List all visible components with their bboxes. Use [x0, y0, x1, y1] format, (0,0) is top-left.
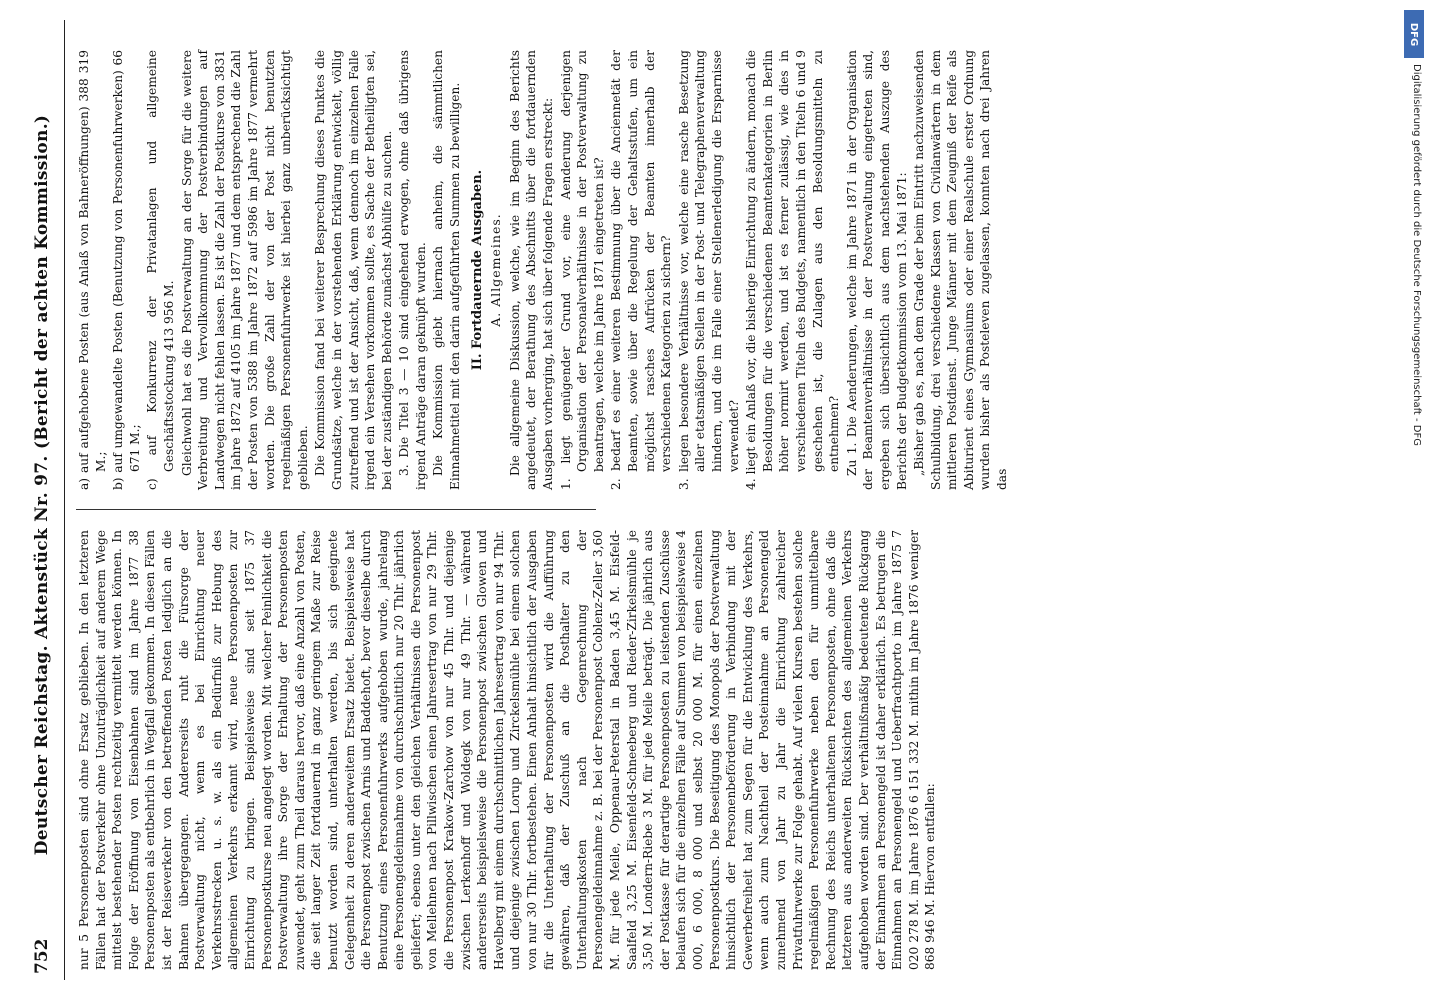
question-item: 1. liegt genügender Grund vor, eine Aenderung derjenigen Organisation der Personalverhältnisse in der Postverwaltung zu beantragen, welche im Jahre 1871 eingetreten ist? — [558, 50, 606, 490]
paragraph: nur 5 Personenposten sind ohne Ersatz geblieben. In den letzteren Fällen hat der Postverkehr ohne Unzuträglichkeit auf anderem Wege mittelst bestehender Posten rechtzeitig vermittelt werden können. In Folge der Eröffnung von Eisenbahnen sind im Jahre 1877 38 Personenposten als entbehrlich in Wegfall gekommen. In diesen Fällen ist der Reiseverkehr von den betreffenden Posten lediglich an die Bahnen übergegangen. Andererseits ruht die Fürsorge der Postverwaltung nicht, wenn es bei Einrichtung neuer Verkehrsstrecken u. s. w. als ein Bedürfniß zur Hebung des allgemeinen Verkehrs erkannt wird, neue Personenposten zur Einrichtung zu bringen. Beispielsweise sind seit 1875 37 Personenpostkurse neu angelegt worden. Mit welcher Peinlichkeit die Postverwaltung ihre Sorge der Erhaltung der Personenposten zuwendet, geht zum Theil daraus hervor, daß eine Anzahl von Posten, die seit langer Zeit fortdauernd in ganz geringem Maße zur Reise benutzt worden sind, unterhalten werden, bis sich geeignete Gelegenheit zu deren anderweitem Ersatz bietet. Beispielsweise hat die Personenpost zwischen Arnis und Baddehoft, bevor dieselbe durch Benutzung eines Personenfuhrwerks aufgehoben wurde, jahrelang eine Personengeldeinnahme von durchschnittlich nur 20 Thlr. jährlich geliefert; ebenso unter den gleichen Verhältnissen die Personenpost von Mellehnen nach Pillwischen einen Jahresertrag von nur 29 Thlr. die Personenpost Krakow-Zarchow von nur 45 Thlr. und diejenige zwischen Lerkenhoff und Woldegk von nur 49 Thlr. — während andererseits beispielsweise die Personenpost zwischen Glowen und Havelberg mit einem durchschnittlichen Jahresertrag von nur 94 Thlr. und diejenige zwischen Lorup und Zirckelsmühle bei einem solchen von nur 30 Thlr. fortbestehen. Einen Anhalt hinsichtlich der Ausgaben für die Unterhaltung der Personenposten wird die Aufführung gewähren, daß der Zuschuß an die Posthalter zu den Unterhaltungskosten nach Gegenrechnung der Personengeldeinnahme z. B. bei der Personenpost Coblenz-Zeller 3,60 M. für jede Meile, Oppenau-Peterstal in Baden 3,45 M. Eisfeld-Saalfeld 3,25 M. Eisenfeld-Schneeberg und Rieder-Zirkelsmühle je 3,50 M. Londern-Riebe 3 M. für jede Meile beträgt. Die jährlich aus der Postkasse für derartige Personenposten zu leistenden Zuschüsse belaufen sich für die einzelnen Fälle auf Summen von beispielsweise 4 000, 6 000, 8 000 und selbst 20 000 M. für einen einzelnen Personenpostkurs. Die Beseitigung des Monopols der Postverwaltung hinsichtlich der Personenbeförderung in Verbindung mit der Gewerbefreiheit hat zum Segen für die Entwicklung des Verkehrs, wenn auch zum Nachtheil der Posteinnahme an Personengeld zunehmend von Jahr zu Jahr die Einrichtung zahlreicher Privatfuhrwerke zur Folge gehabt. Auf vielen Kursen bestehen solche regelmäßigen Personenfuhrwerke neben den für unmittelbare Rechnung des Reichs unterhaltenen Personenposten, ohne daß die letzteren aus anderweiten Rücksichten des allgemeinen Verkehrs aufgehoben worden sind. Der verhältnißmäßig bedeutende Rückgang der Einnahmen an Personengeld ist daher erklärlich. Es betrugen die Einnahmen an Personengeld und Ueberfrachtporto im Jahre 1875 7 020 278 M. im Jahre 1876 6 151 332 M. mithin im Jahre 1876 weniger 868 946 M. Hiervon entfallen: — [77, 530, 938, 970]
paragraph: „Bisher gab es, nach dem Grade der beim Eintritt nachzuweisenden Schulbildung, drei verschiedene Klassen von Civilanwärtern in dem mittleren Postdienst. Junge Männer mit dem Zeugniß der Reife als Abiturient eines Gymnasiums oder einer Realschule erster Ordnung wurden bisher als Posteleven zugelassen, konnten nach drei Jahren das — [912, 50, 1010, 490]
list-item: b) auf umgewandelte Posten (Benutzung von Personenfuhrwerken) 66 671 M.; — [111, 50, 142, 490]
paragraph: Gleichwohl hat es die Postverwaltung an der Sorge für die weitere Verbreitung und Vervollkommnung der Postverbindungen auf Landwegen nicht fehlen lassen. Es ist die Zahl der Postkurse von 3831 im Jahre 1872 auf 4105 im Jahre 1877 und dem entsprechend die Zahl der Posten von 5388 im Jahre 1872 auf 5986 im Jahre 1877 vermehrt worden. Die große Zahl der von der Post nicht benutzten regelmäßigen Personenfuhrwerke ist hierbei ganz unberücksichtigt geblieben. — [179, 50, 310, 490]
paragraph: Zu 1. Die Aenderungen, welche im Jahre 1871 in der Organisation der Beamtenverhältnisse in der Postverwaltung eingetreten sind, ergeben sich übersichtlich aus dem nachstehenden Auszuge des Berichts der Budgetkommission vom 13. Mai 1871: — [844, 50, 909, 490]
subsection-heading: A. Allgemeines. — [488, 213, 504, 327]
list-item: a) auf aufgehobene Posten (aus Anlaß von Bahneröffnungen) 388 319 M.; — [77, 50, 108, 490]
digitization-sidebar — [1402, 6, 1426, 994]
question-item: 3. liegen besondere Verhältnisse vor, welche eine rasche Besetzung aller etatsmäßigen Stellen in der Post- und Telegraphenverwaltung hindern, und die im Falle einer Stellenerledigung die Ersparnisse verwendet? — [676, 50, 741, 490]
left-column — [76, 530, 940, 970]
section-heading: II. Fortdauernde Ausgaben. — [469, 169, 485, 371]
digitization-credit: Digitalisierung gefördert durch die Deutsche Forschungsgemeinschaft - DFG — [1411, 64, 1422, 447]
question-item: 4. liegt ein Anlaß vor, die bisherige Einrichtung zu ändern, monach die Besoldungen für die verschiedenen Beamtenkategorien in Berlin höher normirt werden, und ist es ferner zulässig, wie dies in verschiedenen Titeln des Budgets, namentlich in den Titeln 6 und 9 geschehen ist, die Zulagen aus den Besoldungsmitteln zu entnehmen? — [744, 50, 842, 490]
right-column — [76, 50, 1012, 490]
running-head: Deutscher Reichstag. Aktenstück Nr. 97. (Bericht der achten Kommission.) — [32, 114, 52, 856]
page-header — [30, 20, 65, 980]
dfg-logo-icon — [1404, 10, 1424, 58]
list-item: c) auf Konkurrenz der Privatanlagen und allgemeine Geschäftsstockung 413 956 M. — [145, 50, 176, 490]
column-divider — [76, 509, 596, 510]
paragraph: 3. Die Titel 3 — 10 sind eingehend erwogen, ohne daß übrigens irgend Anträge daran geknüpft wurden. — [397, 50, 428, 490]
paragraph: Die allgemeine Diskussion, welche, wie im Beginn des Berichts angedeutet, der Berathung des Abschnitts über die fortdauernden Ausgaben vorherging, hat sich über folgende Fragen erstreckt: — [507, 50, 556, 490]
question-item: 2. bedarf es einer weiteren Bestimmung über die Anciennetät der Beamten, sowie über die Regelung der Gehaltsstufen, um ein möglichst rasches Aufrücken der Beamten innerhalb der verschiedenen Kategorien zu sichern? — [609, 50, 674, 490]
paragraph: Die Kommission giebt hiernach anheim, die sämmtlichen Einnahmetitel mit den darin aufgeführten Summen zu bewilligen. — [431, 50, 463, 490]
page-number: 752 — [32, 938, 52, 974]
paragraph: Die Kommission fand bei weiterer Besprechung dieses Punktes die Grundsätze, welche in der vorstehenden Erklärung entwickelt, völlig zutreffend und ist der Ansicht, daß, wenn dennoch im einzelnen Falle irgend ein Versehen vorkommen sollte, es Sache der Betheiligten sei, bei der zuständigen Behörde zunächst Abhülfe zu suchen. — [313, 50, 394, 490]
dfg-logo-text: DFG — [1408, 22, 1420, 46]
rotated-content — [20, 20, 1380, 980]
